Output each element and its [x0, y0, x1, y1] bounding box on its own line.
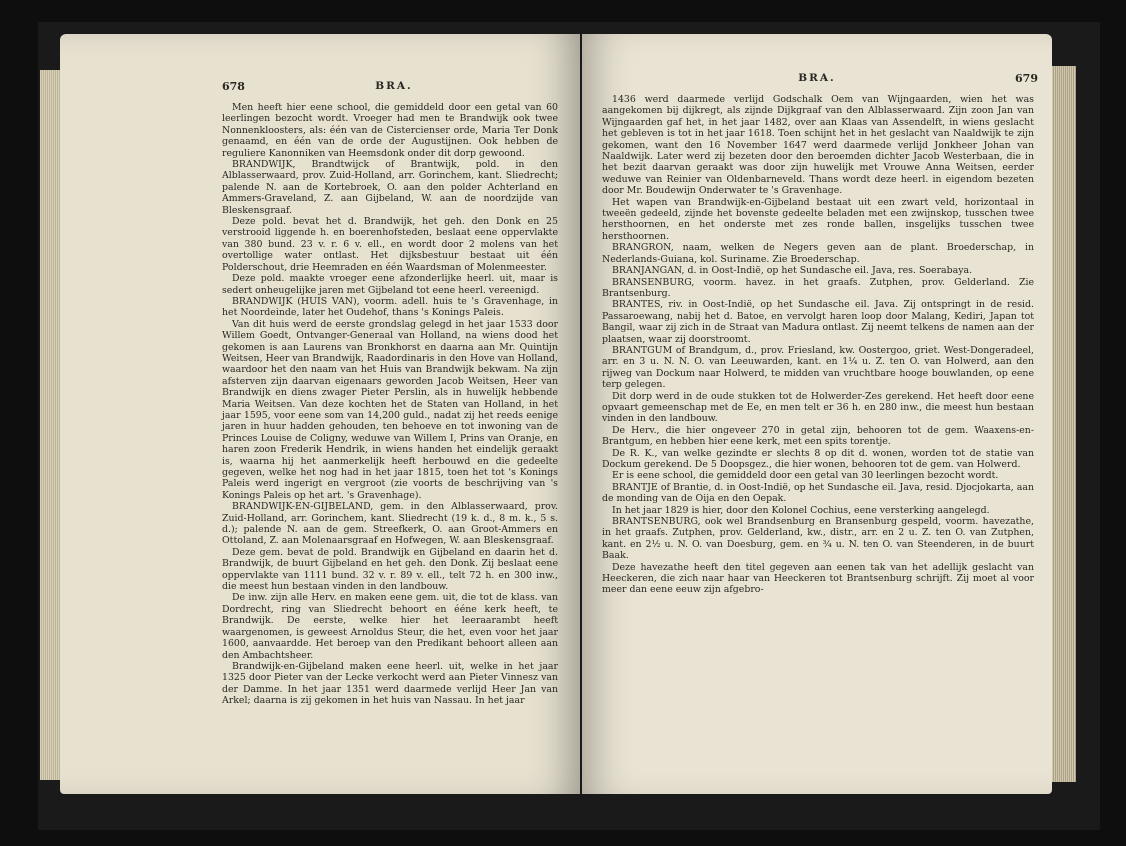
paragraph: In het jaar 1829 is hier, door den Kolonel Cochius, eene versterking aangelegd.: [612, 504, 990, 516]
left-page-header: [222, 80, 566, 98]
paragraph: BRANDWIJK (HUIS VAN), voorm. adell. huis te 's Gravenhage, in het Noordeinde, later het Oudehof, thans 's Konings Paleis.: [222, 295, 558, 319]
paragraph: De Herv., die hier ongeveer 270 in getal zijn, behooren tot de gem. Waaxens-en-Brantgum, en hebben hier eene kerk, met een spits torentje.: [602, 424, 1034, 448]
right-page: [582, 34, 1052, 794]
paragraph: BRANGRON, naam, welken de Negers geven aan de plant. Broederschap, in Nederlands-Guiana, kol. Suriname. Zie Broederschap.: [602, 242, 1034, 265]
right-text-column: [602, 94, 1034, 596]
paragraph: De inw. zijn alle Herv. en maken eene gem. uit, die tot de klass. van Dordrecht, ring van Sliedrecht behoort en ééne kerk heeft, te Brandwijk. De eerste, welke hier het leeraarambt heeft waargenomen, is geweest Arnoldus Steur, die het, even voor het jaar 1600, aanvaardde. Het beroep van den Predikant behoort alleen aan den Ambachtsheer.: [222, 592, 558, 661]
paragraph: BRANDWIJK, Brandtwijck of Brantwijk, pold. in den Alblasserwaard, prov. Zuid-Holland, arr. Gorinchem, kant. Sliedrecht; palende N. aan de Kortebroek, O. aan den polder Achterland en Ammers-Graveland, Z. aan Gijbeland, W. aan de noordzijde van Bleskensgraaf.: [222, 159, 558, 216]
paragraph: BRANSENBURG, voorm. havez. in het graafs. Zutphen, prov. Gelderland. Zie Brantsenburg.: [602, 276, 1034, 299]
paragraph: BRANTES, riv. in Oost-Indië, op het Sundasche eil. Java. Zij ontspringt in de resid. Passaroewang, nabij het d. Batoe, en vervolgt haren loop door Malang, Kediri, Japan tot Bangil, waar zij zich in de Straat van Madura ontlast. Zij neemt telkens de namen aan der plaatsen, waar zij doorstroomt.: [602, 299, 1034, 345]
paragraph: Dit dorp werd in de oude stukken tot de Holwerder-Zes gerekend. Het heeft door eene opvaart gemeenschap met de Ee, en men telt er 36 h. en 280 inw., die meest hun bestaan vinden in den landbouw.: [602, 390, 1034, 425]
paragraph: Er is eene school, die gemiddeld door een getal van 30 leerlingen bezocht wordt.: [612, 470, 999, 482]
paragraph: BRANTSENBURG, ook wel Brandsenburg en Bransenburg gespeld, voorm. havezathe, in het graafs. Zutphen, prov. Gelderland, kw., distr., arr. en 2 u. Z. ten O. van Zutphen, kant. en 2½ u. N. O. van Doesburg, gem. en ¾ u. N. ten O. van Steenderen, in de buurt Baak.: [602, 516, 1034, 562]
left-page: [60, 34, 580, 794]
paragraph: Deze gem. bevat de pold. Brandwijk en Gijbeland en daarin het d. Brandwijk, de buurt Gijbeland en het geh. den Donk. Zij beslaat eene oppervlakte van 1111 bund. 32 v. r. 89 v. ell., telt 72 h. en 300 inw., die meest hun bestaan vinden in den landbouw.: [222, 546, 558, 593]
paragraph: Deze pold. bevat het d. Brandwijk, het geh. den Donk en 25 verstrooid liggende h. en boerenhofsteden, beslaat eene oppervlakte van 380 bund. 23 v. r. 6 v. ell., en wordt door 2 molens van het overtollige water ontlast. Het dijksbestuur bestaat uit één Polderschout, drie Heemraden en één Waardsman of Molenmeester.: [222, 216, 558, 273]
paragraph: BRANDWIJK-EN-GIJBELAND, gem. in den Alblasserwaard, prov. Zuid-Holland, arr. Gorinchem, kant. Sliedrecht (19 k. d., 8 m. k., 5 s. d.); palende N. aan de gem. Streefkerk, O. aan Groot-Ammers en Ottoland, Z. aan Molenaarsgraaf en Hofwegen, W. aan Bleskensgraaf.: [222, 501, 558, 547]
paragraph: De R. K., van welke gezindte er slechts 8 op dit d. wonen, worden tot de statie van Dockum gerekend. De 5 Doopsgez., die hier wonen, behooren tot de gem. van Holwerd.: [602, 447, 1034, 470]
paragraph: Deze pold. maakte vroeger eene afzonderlijke heerl. uit, maar is sedert onheugelijke jaren met Gijbeland tot eene heerl. vereenigd.: [222, 273, 558, 296]
running-head: BRA.: [798, 72, 836, 84]
paragraph: 1436 werd daarmede verlijd Godschalk Oem van Wijngaarden, wien het was aangekomen bij dijkregt, als zijnde Dijkgraaf van den Alblasserwaard. Zijn zoon Jan van Wijngaarden gaf het, in het jaar 1482, over aan Klaas van Assendelft, in wiens geslacht het gebleven is tot in het jaar 1618. Toen schijnt het in het geslacht van Naaldwijk te zijn gekomen, want den 16 November 1647 werd daarmede verlijd Jonkheer Johan van Naaldwijk. Later werd zij bezeten door den beroemden dichter Jacob Westerbaan, die in het bezit daarvan geraakt was door zijn huwelijk met Vrouwe Anna Weitsen, eerder weduwe van Reinier van Oldenbarneveld. Thans wordt deze heerl. in eigendom bezeten door Mr. Boudewijn Onderwater te 's Gravenhage.: [602, 94, 1034, 197]
left-text-column: [222, 102, 558, 707]
right-page-header: [596, 72, 1038, 90]
page-number: 679: [1015, 72, 1038, 85]
paragraph: BRANTGUM of Brandgum, d., prov. Friesland, kw. Oostergoo, griet. West-Dongeradeel, arr. en 3 u. N. N. O. van Leeuwarden, kant. en 1¼ u. Z. ten O. van Holwerd, aan den rijweg van Dockum naar Holwerd, te midden van vruchtbare hooge bouwlanden, op eene terp gelegen.: [602, 344, 1034, 391]
paragraph: Brandwijk-en-Gijbeland maken eene heerl. uit, welke in het jaar 1325 door Pieter van der Lecke verkocht werd aan Pieter Vinnesz van der Damme. In het jaar 1351 werd daarmede verlijd Heer Jan van Arkel; daarna is zij gekomen in het huis van Nassau. In het jaar: [222, 660, 558, 707]
paragraph: Van dit huis werd de eerste grondslag gelegd in het jaar 1533 door Willem Goedt, Ontvanger-Generaal van Holland, na wiens dood het gekomen is aan Laurens van Bronkhorst en daarna aan Mr. Quintijn Weitsen, Heer van Brandwijk, Raadordinaris in den Hove van Holland, waardoor het den naam van het Huis van Brandwijk bekwam. Na zijn afsterven zijn daarvan eigenaars geworden Jacob Weitsen, Heer van Brandwijk en diens zwager Pieter Perslin, als in huwelijk hebbende Maria Weitsen. Van deze kochten het de Staten van Holland, in het jaar 1595, voor eene som van 14,200 guld., nadat zij het reeds eenige jaren in huur hadden gehouden, ten behoeve en tot inwoning van de Princes Louise de Coligny, weduwe van Willem I, Prins van Oranje, en haren zoon Frederik Hendrik, in wiens handen het eindelijk geraakt is, waarna hij het aanmerkelijk heeft herbouwd en die gedeelte gegeven, welke het nog had in het jaar 1815, toen het tot 's Konings Paleis werd ingerigt en vergroot (zie voorts de beschrijving van 's Konings Paleis op het art. 's Gravenhage).: [222, 318, 558, 501]
running-head: BRA.: [375, 80, 413, 92]
paragraph: BRANJANGAN, d. in Oost-Indië, op het Sundasche eil. Java, res. Soerabaya.: [612, 265, 973, 277]
paragraph: Men heeft hier eene school, die gemiddeld door een getal van 60 leerlingen bezocht wordt. Vroeger had men te Brandwijk ook twee Nonnenkloosters, als: één van de Cistercienser orde, Maria Ter Donk genaamd, en één van de orde der Augustijnen. Ook hebben de reguliere Kanonniken van Heemsdonk onder dit dorp gewoond.: [222, 102, 558, 159]
page-number: 678: [222, 80, 245, 93]
paragraph: Het wapen van Brandwijk-en-Gijbeland bestaat uit een zwart veld, horizontaal in tweeën gedeeld, zijnde het bovenste gedeelte beladen met een zwijnskop, tusschen twee hersthoornen, en het onderste met zes ronde ballen, insgelijks tusschen twee hersthoornen.: [602, 196, 1034, 242]
paragraph: BRANTJE of Brantie, d. in Oost-Indië, op het Sundasche eil. Java, resid. Djocjokarta, aan de monding van de Oija en den Oepak.: [602, 481, 1034, 505]
paragraph: Deze havezathe heeft den titel gegeven aan eenen tak van het adellijk geslacht van Heeckeren, die zich naar haar van Heeckeren tot Brantsenburg schrijft. Zij moet al voor meer dan eene eeuw zijn afgebro-: [602, 561, 1034, 596]
